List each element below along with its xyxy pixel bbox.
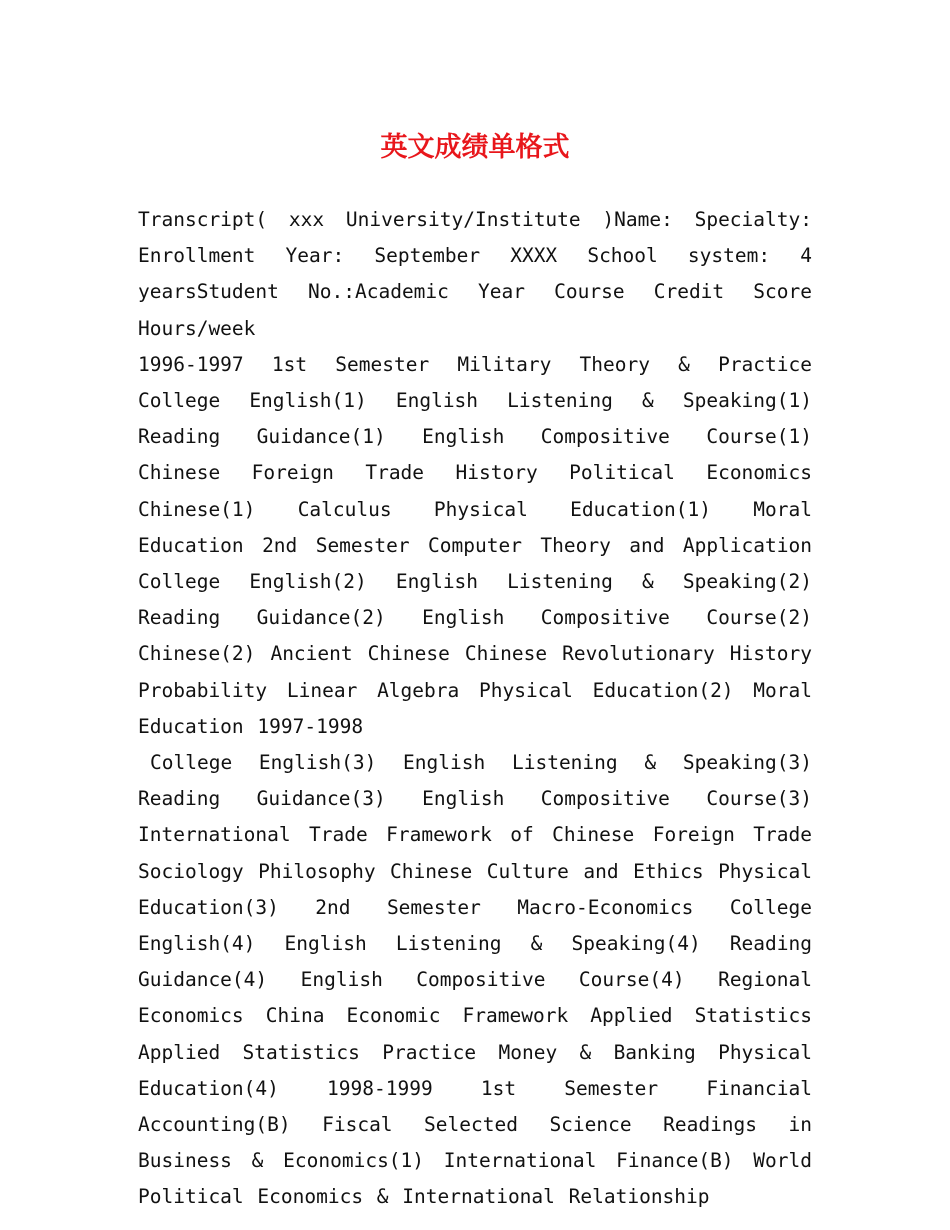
paragraph-header: Transcript( xxx University/Institute )Name: Specialty: Enrollment Year: September XXXX School system: 4 yearsStudent No.:Academic Year Course Credit Score Hours/week [138, 208, 812, 340]
document-title: 英文成绩单格式 [380, 132, 570, 163]
paragraph-1997-1998: College English(3) English Listening & Speaking(3) Reading Guidance(3) English Compositive Course(3) International Trade Framework of Chinese Foreign Trade Sociology Philosophy Chinese Culture and Ethics Physical Education(3) 2nd Semester Macro-Economics College English(4) English Listening & Speaking(4) Reading Guidance(4) English Compositive Course(4) Regional Economics China Economic Framework Applied Statistics Applied Statistics Practice Money & Banking Physical Education(4) 1998-1999 1st Semester Financial Accounting(B) Fiscal Selected Science Readings in Business & Economics(1) International Finance(B) World Political Economics & International Relationship [138, 751, 812, 1209]
document-body [138, 202, 812, 1216]
paragraph-1996-1997: 1996-1997 1st Semester Military Theory & Practice College English(1) English Listening & Speaking(1) Reading Guidance(1) English Compositive Course(1) Chinese Foreign Trade History Political Economics Chinese(1) Calculus Physical Education(1) Moral Education 2nd Semester Computer Theory and Application College English(2) English Listening & Speaking(2) Reading Guidance(2) English Compositive Course(2) Chinese(2) Ancient Chinese Chinese Revolutionary History Probability Linear Algebra Physical Education(2) Moral Education 1997-1998 [138, 352, 812, 738]
